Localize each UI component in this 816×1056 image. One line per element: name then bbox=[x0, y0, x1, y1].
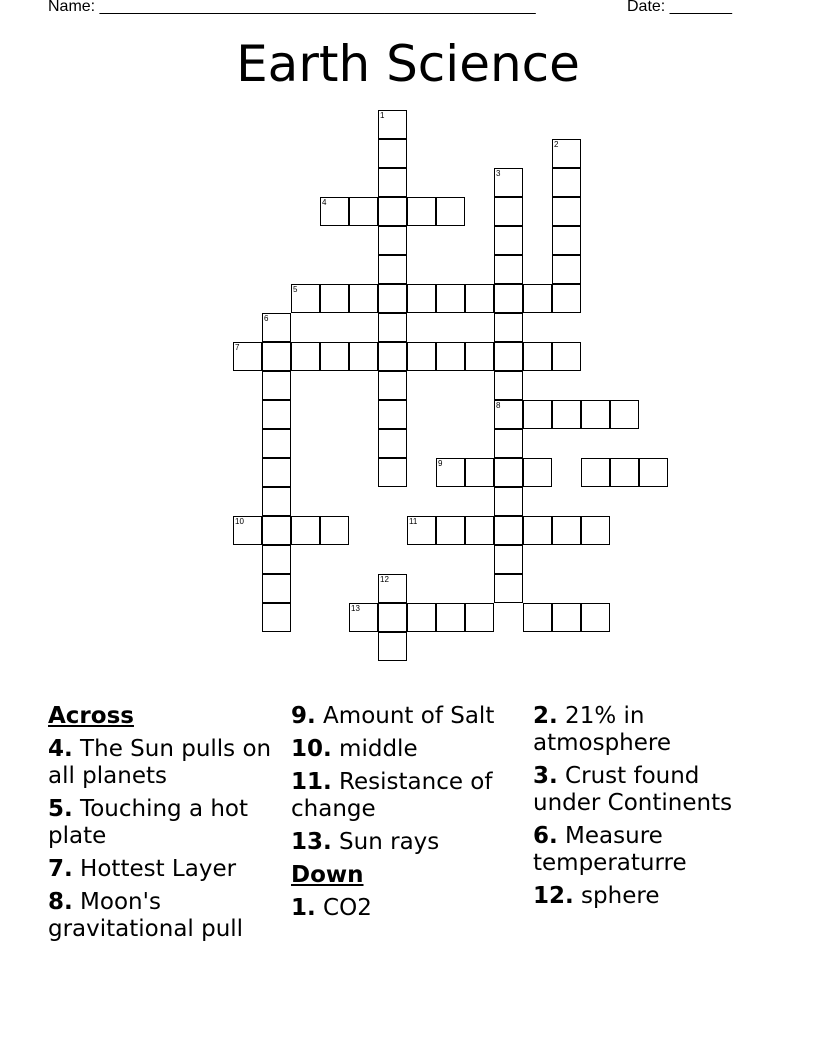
grid-cell[interactable] bbox=[262, 429, 291, 458]
clue-number: 12. bbox=[533, 883, 574, 909]
clue-text: CO2 bbox=[315, 895, 372, 921]
clue-number-label: 3 bbox=[496, 169, 501, 178]
grid-cell[interactable] bbox=[523, 516, 552, 545]
across-clue-list-1 bbox=[48, 736, 280, 943]
clue-text: Hottest Layer bbox=[72, 856, 237, 882]
clue-number-label: 4 bbox=[322, 198, 327, 207]
clue-number-label: 5 bbox=[293, 285, 298, 294]
grid-cell[interactable] bbox=[320, 342, 349, 371]
clue-number: 8. bbox=[48, 889, 73, 915]
clue-item bbox=[291, 736, 523, 763]
name-label: Name: bbox=[48, 0, 96, 15]
grid-cell[interactable] bbox=[610, 458, 639, 487]
grid-cell[interactable] bbox=[494, 313, 523, 342]
grid-cell[interactable] bbox=[552, 226, 581, 255]
clue-number-label: 1 bbox=[380, 111, 385, 120]
grid-cell[interactable] bbox=[407, 342, 436, 371]
clue-text: Amount of Salt bbox=[315, 703, 495, 729]
grid-cell[interactable] bbox=[523, 603, 552, 632]
clue-number: 2. bbox=[533, 703, 558, 729]
grid-cell[interactable] bbox=[262, 458, 291, 487]
clue-item bbox=[48, 736, 280, 790]
date-blank[interactable]: _______ bbox=[669, 0, 732, 15]
grid-cell[interactable] bbox=[494, 342, 523, 371]
grid-cell[interactable] bbox=[639, 458, 668, 487]
clue-number: 6. bbox=[533, 823, 558, 849]
grid-cell[interactable] bbox=[378, 458, 407, 487]
clue-item bbox=[291, 829, 523, 856]
grid-cell[interactable] bbox=[494, 197, 523, 226]
clue-item bbox=[533, 763, 765, 817]
clue-item bbox=[48, 856, 280, 883]
clue-number-label: 13 bbox=[351, 604, 360, 613]
grid-cell[interactable] bbox=[407, 603, 436, 632]
grid-cell[interactable] bbox=[349, 197, 378, 226]
down-clue-list-1 bbox=[291, 895, 523, 922]
clue-number-label: 6 bbox=[264, 314, 269, 323]
grid-cell[interactable] bbox=[436, 197, 465, 226]
clue-text: middle bbox=[331, 736, 418, 762]
grid-cell[interactable] bbox=[407, 197, 436, 226]
grid-cell[interactable] bbox=[552, 400, 581, 429]
clue-number: 5. bbox=[48, 796, 73, 822]
grid-cell[interactable] bbox=[262, 545, 291, 574]
grid-cell[interactable] bbox=[465, 342, 494, 371]
grid-cell[interactable] bbox=[378, 632, 407, 661]
grid-cell[interactable] bbox=[581, 458, 610, 487]
grid-cell[interactable] bbox=[378, 400, 407, 429]
clue-number: 11. bbox=[291, 769, 332, 795]
grid-cell[interactable] bbox=[262, 400, 291, 429]
grid-cell[interactable] bbox=[465, 458, 494, 487]
across-heading: Across bbox=[48, 703, 134, 729]
grid-cell[interactable] bbox=[552, 284, 581, 313]
grid-cell[interactable] bbox=[378, 168, 407, 197]
grid-cell[interactable] bbox=[523, 284, 552, 313]
grid-cell[interactable] bbox=[320, 284, 349, 313]
grid-cell[interactable] bbox=[465, 284, 494, 313]
grid-cell[interactable] bbox=[436, 603, 465, 632]
grid-cell[interactable] bbox=[581, 516, 610, 545]
clue-text: The Sun pulls on all planets bbox=[48, 736, 272, 789]
grid-cell[interactable] bbox=[552, 197, 581, 226]
down-heading: Down bbox=[291, 862, 364, 888]
grid-cell[interactable] bbox=[436, 342, 465, 371]
grid-cell[interactable] bbox=[552, 516, 581, 545]
grid-cell[interactable] bbox=[494, 284, 523, 313]
grid-cell[interactable] bbox=[494, 545, 523, 574]
grid-cell[interactable] bbox=[262, 487, 291, 516]
grid-cell[interactable] bbox=[494, 429, 523, 458]
clue-item bbox=[533, 823, 765, 877]
grid-cell[interactable] bbox=[320, 516, 349, 545]
grid-cell[interactable] bbox=[494, 371, 523, 400]
clue-item bbox=[48, 796, 280, 850]
clues-column-1 bbox=[48, 703, 280, 949]
grid-cell[interactable] bbox=[494, 458, 523, 487]
grid-cell[interactable] bbox=[523, 458, 552, 487]
grid-cell[interactable] bbox=[378, 197, 407, 226]
clue-number: 7. bbox=[48, 856, 73, 882]
grid-cell[interactable] bbox=[494, 516, 523, 545]
grid-cell[interactable] bbox=[436, 284, 465, 313]
grid-cell[interactable] bbox=[465, 603, 494, 632]
clue-number-label: 7 bbox=[235, 343, 240, 352]
grid-cell[interactable] bbox=[407, 284, 436, 313]
grid-cell[interactable] bbox=[378, 313, 407, 342]
clue-item bbox=[291, 895, 523, 922]
grid-cell[interactable] bbox=[523, 400, 552, 429]
grid-cell[interactable] bbox=[552, 168, 581, 197]
grid-cell[interactable] bbox=[378, 139, 407, 168]
grid-cell[interactable] bbox=[378, 342, 407, 371]
grid-cell[interactable] bbox=[552, 255, 581, 284]
clue-text: Measure temperaturre bbox=[533, 823, 687, 876]
clue-item bbox=[291, 703, 523, 730]
clue-number-label: 8 bbox=[496, 401, 501, 410]
across-clue-list-2 bbox=[291, 703, 523, 856]
grid-cell[interactable] bbox=[262, 603, 291, 632]
clue-number: 13. bbox=[291, 829, 332, 855]
grid-cell[interactable] bbox=[378, 371, 407, 400]
date-label: Date: bbox=[627, 0, 666, 15]
down-clue-list-2 bbox=[533, 703, 765, 910]
clue-number: 4. bbox=[48, 736, 73, 762]
grid-cell[interactable] bbox=[494, 487, 523, 516]
clue-number-label: 10 bbox=[235, 517, 244, 526]
clue-text: Resistance of change bbox=[291, 769, 493, 822]
grid-cell[interactable] bbox=[552, 342, 581, 371]
grid-cell[interactable] bbox=[494, 574, 523, 603]
grid-cell[interactable] bbox=[494, 226, 523, 255]
clues-column-2 bbox=[291, 703, 523, 928]
clue-number-label: 9 bbox=[438, 459, 443, 468]
grid-cell[interactable] bbox=[378, 255, 407, 284]
clues-column-3 bbox=[533, 703, 765, 916]
grid-cell[interactable] bbox=[523, 342, 552, 371]
grid-cell[interactable] bbox=[552, 603, 581, 632]
clue-text: Moon's gravitational pull bbox=[48, 889, 244, 942]
grid-cell[interactable] bbox=[291, 516, 320, 545]
grid-cell[interactable] bbox=[262, 342, 291, 371]
grid-cell[interactable] bbox=[610, 400, 639, 429]
grid-cell[interactable] bbox=[349, 342, 378, 371]
clue-number-label: 12 bbox=[380, 575, 389, 584]
grid-cell[interactable] bbox=[378, 429, 407, 458]
grid-cell[interactable] bbox=[262, 574, 291, 603]
clue-number: 10. bbox=[291, 736, 332, 762]
clue-number: 1. bbox=[291, 895, 316, 921]
grid-cell[interactable] bbox=[262, 516, 291, 545]
clue-item bbox=[291, 769, 523, 823]
grid-cell[interactable] bbox=[378, 226, 407, 255]
clue-item bbox=[533, 703, 765, 757]
grid-cell[interactable] bbox=[436, 516, 465, 545]
clue-number: 3. bbox=[533, 763, 558, 789]
clue-text: Sun rays bbox=[331, 829, 440, 855]
page-title: Earth Science bbox=[236, 35, 580, 93]
grid-cell[interactable] bbox=[494, 255, 523, 284]
clue-item bbox=[533, 883, 765, 910]
clue-number: 9. bbox=[291, 703, 316, 729]
grid-cell[interactable] bbox=[378, 603, 407, 632]
clue-text: 21% in atmosphere bbox=[533, 703, 671, 756]
clue-text: Crust found under Continents bbox=[533, 763, 733, 816]
clue-item bbox=[48, 889, 280, 943]
grid-cell[interactable] bbox=[581, 603, 610, 632]
grid-cell[interactable] bbox=[349, 284, 378, 313]
grid-cell[interactable] bbox=[262, 371, 291, 400]
clue-number-label: 11 bbox=[409, 517, 418, 526]
grid-cell[interactable] bbox=[378, 284, 407, 313]
clue-number-label: 2 bbox=[554, 140, 559, 149]
clue-text: sphere bbox=[573, 883, 660, 909]
clue-text: Touching a hot plate bbox=[48, 796, 249, 849]
grid-cell[interactable] bbox=[465, 516, 494, 545]
grid-cell[interactable] bbox=[581, 400, 610, 429]
name-blank[interactable]: _________________________________________________ bbox=[99, 0, 536, 15]
grid-cell[interactable] bbox=[291, 342, 320, 371]
